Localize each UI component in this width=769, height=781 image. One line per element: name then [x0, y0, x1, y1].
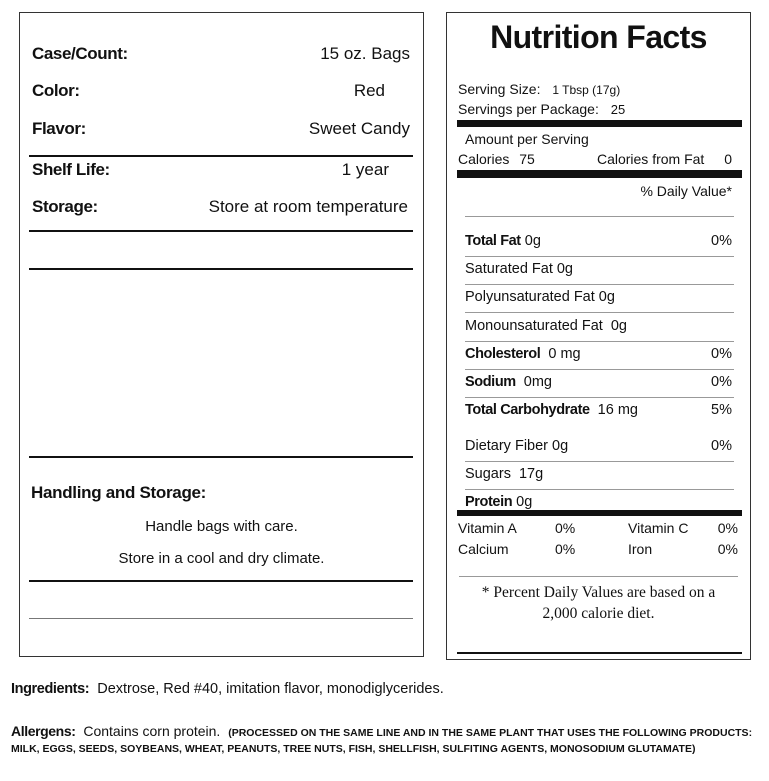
nutrient-label: Protein: [465, 494, 513, 510]
nutrition-facts-panel: [446, 12, 751, 660]
amount-per-serving: Amount per Serving: [465, 131, 589, 147]
storage-row: [32, 197, 410, 217]
nutrient-label: Monounsaturated Fat: [465, 318, 603, 334]
calories-from-fat-value: 0: [724, 151, 732, 167]
daily-value-footnote: [457, 582, 740, 624]
footnote-line-1: * Percent Daily Values are based on a: [481, 584, 716, 601]
nutrient-row: [465, 289, 732, 305]
daily-value-header: % Daily Value*: [640, 183, 732, 199]
nutrient-label: Total Fat: [465, 233, 521, 249]
vitamin-a: [458, 520, 517, 536]
nutrient-amount: 0 mg: [548, 346, 581, 362]
divider: [29, 580, 413, 582]
flavor-row: [32, 119, 410, 139]
calcium-value: 0%: [555, 541, 576, 557]
iron: [628, 541, 652, 557]
nutrient-row: [465, 346, 732, 362]
case-count-value: 15 oz. Bags: [320, 44, 410, 63]
nutrient-daily-value: 0%: [711, 374, 732, 390]
storage-value: Store at room temperature: [208, 197, 408, 216]
storage-label: Storage:: [32, 197, 98, 216]
servings-label: Servings per Package:: [458, 101, 599, 117]
product-info-panel: [19, 12, 424, 657]
nutrient-daily-value: 0%: [711, 438, 732, 454]
nutrient-row: [465, 233, 732, 249]
divider: [465, 216, 734, 217]
nutrient-amount: 0g: [556, 261, 573, 277]
nutrient-row: [465, 374, 732, 390]
nutrient-amount: 0g: [606, 318, 628, 334]
handling-line-1: Handle bags with care.: [145, 518, 298, 535]
nutrient-name-amount: [465, 438, 568, 454]
divider: [465, 461, 734, 462]
nutrient-label: Sugars: [465, 466, 511, 482]
servings-per-package: [458, 101, 625, 117]
nutrient-label: Dietary Fiber: [465, 438, 548, 454]
nutrient-amount: 0g: [516, 494, 533, 510]
divider: [29, 456, 413, 458]
nutrient-name-amount: [465, 346, 581, 362]
nutrient-label: Cholesterol: [465, 346, 541, 362]
calories-value: 75: [519, 151, 535, 167]
color-row: [32, 81, 410, 101]
nutrient-name-amount: [465, 466, 543, 482]
nutrient-daily-value: 5%: [711, 402, 732, 418]
nutrient-daily-value: 0%: [711, 233, 732, 249]
serving-size: [458, 81, 620, 97]
serving-size-value: 1 Tbsp (17g): [552, 83, 621, 97]
color-value: Red: [353, 81, 385, 100]
nutrient-name-amount: [465, 374, 552, 390]
calories: [458, 151, 535, 167]
nutrient-amount: 16 mg: [597, 402, 638, 418]
handling-title: Handling and Storage:: [31, 483, 207, 502]
flavor-value: Sweet Candy: [308, 119, 410, 138]
calories-from-fat: [597, 151, 732, 167]
divider: [29, 618, 413, 619]
shelf-life-row: [32, 160, 410, 180]
vitamin-c-value: 0%: [717, 520, 738, 536]
shelf-life-value: 1 year: [341, 160, 389, 179]
vitamin-c-label: Vitamin C: [628, 520, 689, 536]
nutrient-amount: 0mg: [523, 374, 552, 390]
serving-size-label: Serving Size:: [458, 81, 541, 97]
shelf-life-label: Shelf Life:: [32, 160, 110, 179]
iron-label: Iron: [628, 541, 653, 557]
divider: [465, 312, 734, 313]
allergens-label: Allergens:: [11, 723, 76, 739]
vitamin-a-value: 0%: [555, 520, 576, 536]
nutrient-row: [465, 494, 732, 510]
flavor-label: Flavor:: [32, 119, 86, 138]
divider: [465, 397, 734, 398]
calories-from-fat-label: Calories from Fat: [596, 151, 705, 167]
calories-label: Calories: [458, 151, 510, 167]
ingredients-label: Ingredients:: [11, 681, 90, 697]
allergens-text: Contains corn protein.: [83, 723, 221, 739]
divider: [465, 256, 734, 257]
calcium-label: Calcium: [458, 541, 509, 557]
divider: [465, 489, 734, 490]
nutrient-row: [465, 402, 732, 418]
case-count-row: [32, 44, 410, 64]
divider: [459, 576, 738, 577]
thick-bar: [457, 120, 742, 127]
case-count-label: Case/Count:: [32, 44, 128, 63]
divider: [29, 268, 413, 270]
color-label: Color:: [32, 81, 80, 100]
calcium: [458, 541, 509, 557]
nutrient-name-amount: [465, 402, 638, 418]
nutrient-daily-value: 0%: [711, 346, 732, 362]
divider: [29, 230, 413, 232]
nutrient-amount: 0g: [524, 233, 541, 249]
allergens: [11, 724, 761, 756]
thick-bar: [457, 170, 742, 178]
footnote-line-2: 2,000 calorie diet.: [542, 605, 655, 622]
nutrient-label: Polyunsaturated Fat: [465, 289, 595, 305]
nutrient-label: Total Carbohydrate: [465, 402, 590, 418]
nutrition-facts-title: Nutrition Facts: [490, 19, 707, 55]
divider: [29, 155, 413, 157]
divider: [465, 341, 734, 342]
nutrient-row: [465, 438, 732, 454]
nutrient-amount: 0g: [552, 438, 569, 454]
thick-bar: [457, 510, 742, 516]
ingredients-text: Dextrose, Red #40, imitation flavor, monodiglycerides.: [97, 681, 444, 697]
divider: [465, 369, 734, 370]
servings-value: 25: [610, 102, 626, 117]
nutrient-amount: 17g: [518, 466, 544, 482]
nutrient-name-amount: [465, 289, 615, 305]
nutrient-name-amount: [465, 233, 541, 249]
nutrient-label: Sodium: [465, 374, 516, 390]
nutrient-row: [465, 261, 732, 277]
nutrient-row: [465, 318, 732, 334]
vitamin-c: [628, 520, 688, 536]
vitamin-a-label: Vitamin A: [458, 520, 517, 536]
nutrient-name-amount: [465, 494, 532, 510]
nutrient-name-amount: [465, 318, 627, 334]
handling-line-2: Store in a cool and dry climate.: [118, 550, 325, 567]
ingredients: [11, 681, 444, 697]
nutrient-name-amount: [465, 261, 573, 277]
iron-value: 0%: [717, 541, 738, 557]
nutrient-row: [465, 466, 732, 482]
allergens-note: (PROCESSED ON THE SAME LINE AND IN THE SAME PLANT THAT USES THE FOLLOWING PRODUCTS: MILK, EGGS, SEEDS, SOYBEANS, WHEAT, PEANUTS, TREE NUTS, FISH, SHELLFISH, SULFITING AGENTS, MONOSODIUM GLUTAMATE): [11, 727, 753, 755]
bottom-rule: [457, 652, 742, 654]
divider: [465, 284, 734, 285]
nutrient-label: Saturated Fat: [465, 261, 553, 277]
nutrient-amount: 0g: [598, 289, 615, 305]
